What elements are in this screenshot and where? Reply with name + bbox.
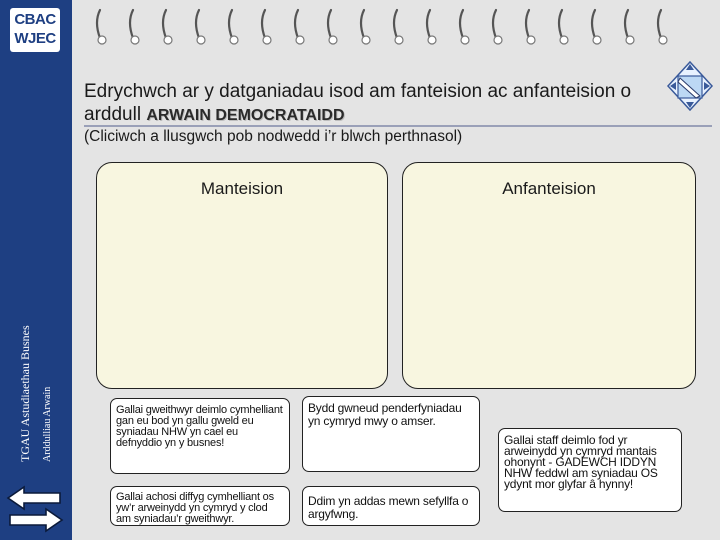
right-arrow-icon[interactable] <box>6 507 64 533</box>
draggable-card[interactable] <box>302 396 480 472</box>
title-divider <box>84 125 712 127</box>
advantages-dropzone[interactable] <box>96 162 388 389</box>
instruction-text: (Cliciwch a llusgwch pob nodwedd i’r blwch perthnasol) <box>84 128 463 145</box>
drag-move-icon[interactable] <box>666 60 714 114</box>
course-title: TGAU Astudiaethau Busnes <box>18 325 32 462</box>
slide-title <box>84 80 674 127</box>
card-text: Ddim yn addas mewn sefyllfa o argyfwng. <box>308 494 469 521</box>
draggable-card[interactable] <box>110 486 290 526</box>
card-text: Gallai achosi diffyg cymhelliant os yw’r arweinydd yn cymryd y clod am syniadau’r gweithwyr. <box>116 491 274 525</box>
sidebar <box>0 0 72 540</box>
draggable-card[interactable] <box>110 398 290 474</box>
wjec-logo <box>10 8 60 52</box>
disadvantages-dropzone[interactable] <box>402 162 696 389</box>
logo-line-2: WJEC <box>14 30 56 47</box>
draggable-card[interactable] <box>302 486 480 526</box>
disadvantages-label: Anfanteision <box>502 179 596 198</box>
card-text: Gallai gweithwyr deimlo cymhelliant gan eu bod yn gallu gweld eu syniadau NHW yn cael eu defnyddio yn y busnes! <box>116 404 283 449</box>
card-text: Gallai staff deimlo fod yr arweinydd yn cymryd mantais ohonynt - GADEWCH IDDYN NHW feddwl am syniadau OS ydynt mor glyfar â hynny! <box>504 433 658 491</box>
card-text: Bydd gwneud penderfyniadau yn cymryd mwy o amser. <box>308 401 462 428</box>
draggable-card[interactable] <box>498 428 682 512</box>
title-emphasis: ARWAIN DEMOCRATAIDD <box>146 107 345 124</box>
topic-title: Arddulliau Arwain <box>42 386 53 462</box>
spiral-binding <box>72 0 692 60</box>
logo-line-1: CBAC <box>14 11 56 28</box>
advantages-label: Manteision <box>200 179 284 198</box>
title-main: Edrychwch ar y datganiadau isod am fanteision ac anfanteision o arddull <box>84 81 632 125</box>
